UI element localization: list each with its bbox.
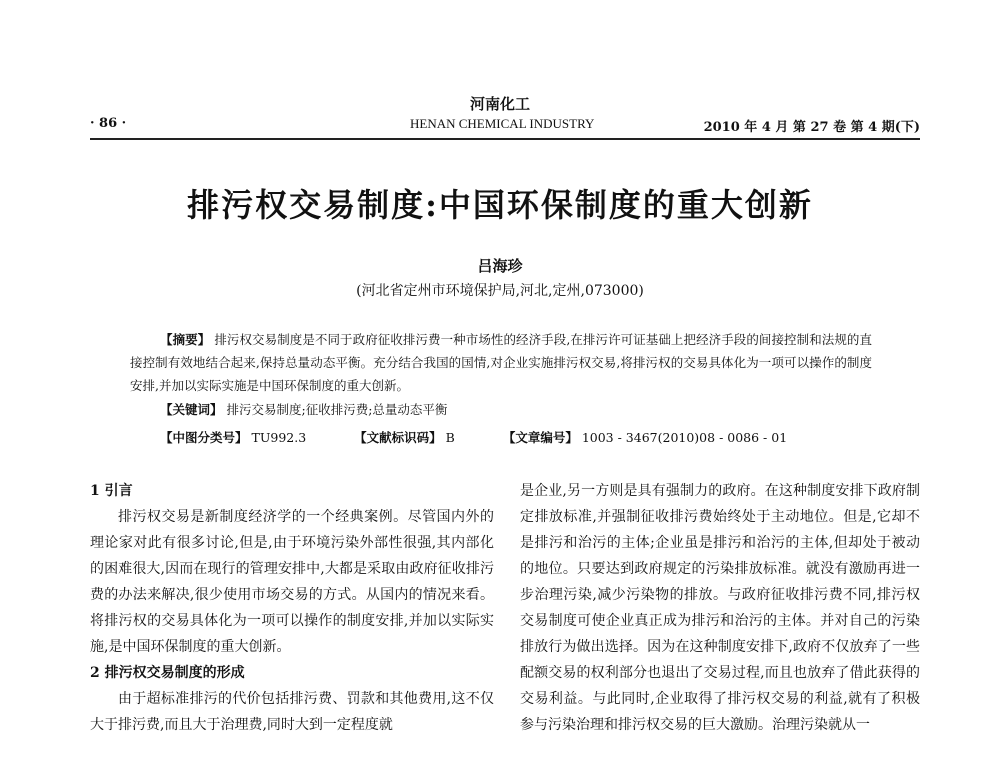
section-1-heading: 1 引言: [90, 483, 133, 499]
clc-value: TU992.3: [251, 430, 307, 445]
article-title: 排污权交易制度:中国环保制度的重大创新: [187, 186, 813, 224]
journal-name-cn: 河南化工: [469, 95, 530, 113]
article-number-label: 【文章编号】: [502, 430, 578, 445]
classification-line: [160, 428, 831, 446]
section-2-paragraph: 由于超标准排污的代价包括排污费、罚款和其他费用,这不仅大于排污费,而且大于治理费,同时大到一定程度就: [90, 691, 494, 733]
body-left-column: [90, 478, 494, 738]
abstract-label: 【摘要】: [160, 332, 211, 347]
keywords-label: 【关键词】: [160, 402, 223, 417]
author: 吕海珍: [477, 257, 523, 275]
right-column-paragraph: 是企业,另一方则是具有强制力的政府。在这种制度安排下政府制定排放标准,并强制征收排污费始终处于主动地位。但是,它却不是排污和治污的主体;企业虽是排污和治污的主体,但却处于被动的地位。只要达到政府规定的污染排放标准。就没有激励再进一步治理污染,减少污染物的排放。与政府征收排污费不同,排污权交易制度可使企业真正成为排污和治污的主体。并对自己的污染排放行为做出选择。因为在这种制度安排下,政府不仅放弃了一些配额交易的权利部分也退出了交易过程,而且也放弃了借此获得的交易利益。与此同时,企业取得了排污权交易的利益,就有了积极参与污染治理和排污权交易的巨大激励。治理污染就从一: [520, 483, 920, 733]
keywords: [160, 400, 447, 418]
keywords-text: 排污交易制度;征收排污费;总量动态平衡: [226, 402, 448, 417]
issue-info: 2010 年 4 月 第 27 卷 第 4 期(下): [703, 120, 920, 135]
abstract-text: 排污权交易制度是不同于政府征收排污费一种市场性的经济手段,在排污许可证基础上把经济手段的间接控制和法规的直接控制有效地结合起来,保持总量动态平衡。充分结合我国的国情,对企业实施排污权交易,将排污权的交易具体化为一项可以操作的制度安排,并加以实际实施是中国环保制度的重大创新。: [130, 332, 872, 393]
affiliation: (河北省定州市环境保护局,河北,定州,073000): [356, 283, 644, 299]
running-header: [90, 116, 920, 138]
abstract: [130, 328, 872, 397]
body-right-column: [520, 478, 920, 738]
page-number: · 86 ·: [90, 116, 127, 131]
article-number-value: 1003 - 3467(2010)08 - 0086 - 01: [581, 430, 788, 445]
header-divider: [90, 138, 920, 140]
section-2-heading: 2 排污权交易制度的形成: [90, 665, 245, 681]
doc-code-label: 【文献标识码】: [354, 430, 442, 445]
doc-code-value: B: [445, 430, 455, 445]
clc-label: 【中图分类号】: [160, 430, 248, 445]
journal-name-en: HENAN CHEMICAL INDUSTRY: [410, 116, 595, 131]
section-1-paragraph: 排污权交易是新制度经济学的一个经典案例。尽管国内外的理论家对此有很多讨论,但是,由于环境污染外部性很强,其内部化的困难很大,因而在现行的管理安排中,大都是采取由政府征收排污费的办法来解决,很少使用市场交易的方式。从国内的情况来看。将排污权的交易具体化为一项可以操作的制度安排,并加以实际实施,是中国环保制度的重大创新。: [90, 509, 494, 655]
